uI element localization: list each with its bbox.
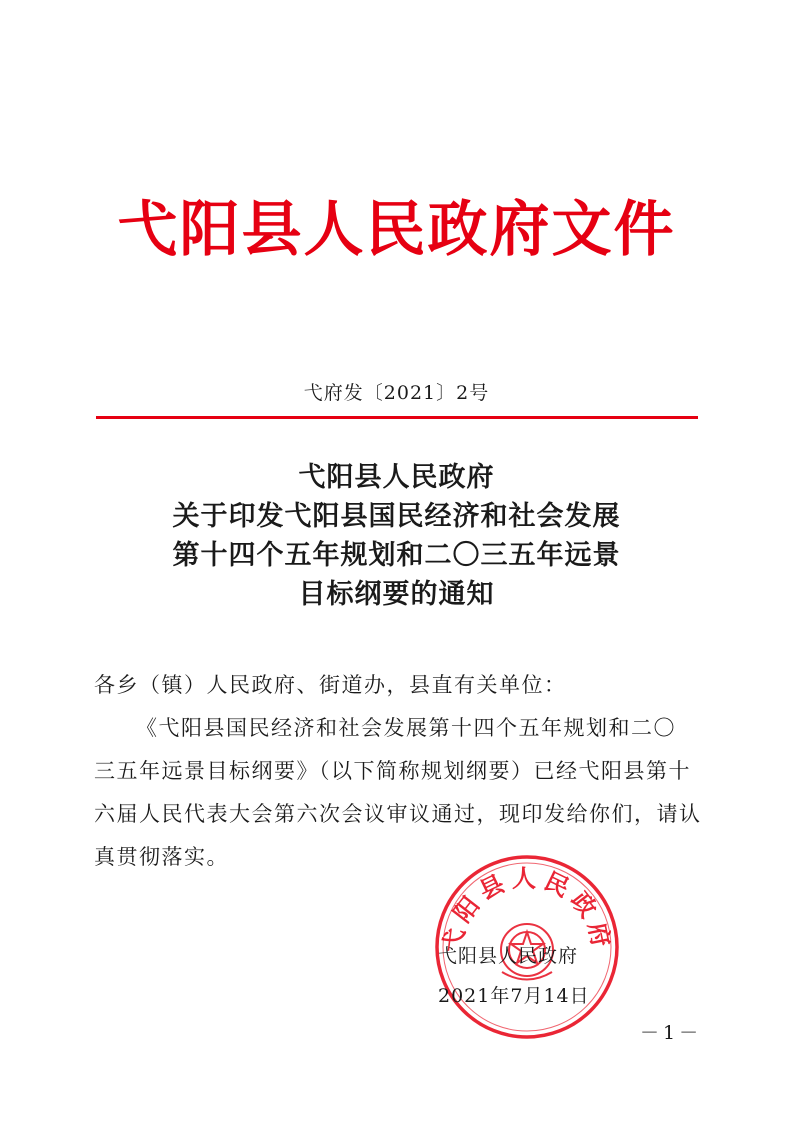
document-number: 弋府发〔2021〕2号 xyxy=(303,382,490,404)
seal-text: 弋阳县人民政府 xyxy=(436,863,618,956)
page-number: －1－ xyxy=(640,1022,703,1044)
notice-title xyxy=(0,458,793,614)
body-paragraph-line: 真贯彻落实。 xyxy=(94,845,229,869)
signature-date: 2021年7月14日 xyxy=(438,985,590,1007)
signature-block xyxy=(438,936,638,1016)
notice-title-line: 关于印发弋阳县国民经济和社会发展 xyxy=(172,501,621,532)
notice-body xyxy=(94,664,704,879)
body-paragraph-line: 《弋阳县国民经济和社会发展第十四个五年规划和二〇 xyxy=(136,716,676,740)
red-separator-line xyxy=(96,416,698,419)
body-paragraph-line: 六届人民代表大会第六次会议审议通过，现印发给你们，请认 xyxy=(94,802,702,826)
notice-title-line: 目标纲要的通知 xyxy=(298,579,495,610)
document-header-title: 弋阳县人民政府文件 xyxy=(117,195,676,265)
notice-title-line: 弋阳县人民政府 xyxy=(298,462,495,493)
salutation: 各乡（镇）人民政府、街道办，县直有关单位： xyxy=(94,673,567,697)
signature-org: 弋阳县人民政府 xyxy=(438,945,579,967)
notice-title-line: 第十四个五年规划和二〇三五年远景 xyxy=(172,540,621,571)
body-paragraph-line: 三五年远景目标纲要》（以下简称规划纲要）已经弋阳县第十 xyxy=(94,759,691,783)
